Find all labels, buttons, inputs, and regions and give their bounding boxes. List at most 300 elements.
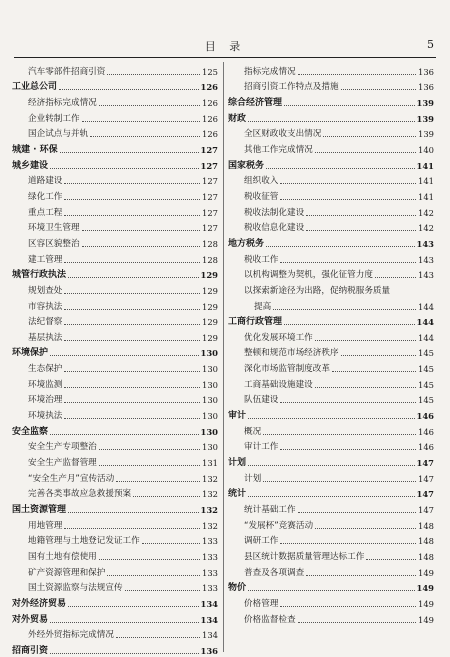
toc-dot-leader: [64, 262, 200, 263]
toc-category-entry: [228, 156, 434, 172]
toc-entry-page: 141: [418, 191, 434, 202]
toc-entry-page: 146: [418, 442, 434, 453]
toc-entry-label: 财政: [228, 113, 247, 124]
toc-entry-page: 139: [418, 129, 434, 140]
toc-dot-leader: [107, 74, 200, 75]
toc-entry: [12, 453, 218, 469]
toc-entry-label: 经济指标完成情况: [28, 97, 97, 108]
toc-entry-label: 环境治理: [28, 395, 63, 406]
toc-entry-page: 132: [202, 473, 218, 484]
header-rule: [14, 57, 436, 58]
toc-entry-label: 以机构调整为契机，强化征管力度: [244, 270, 373, 281]
toc-dot-leader: [284, 105, 415, 106]
toc-entry-label: 价格管理: [244, 598, 279, 609]
toc-dot-leader: [341, 355, 416, 356]
toc-entry-label: 工业总公司: [12, 82, 58, 93]
toc-entry-label: 其他工作完成情况: [244, 144, 313, 155]
toc-entry: [228, 140, 434, 156]
toc-entry-label: 重点工程: [28, 207, 63, 218]
toc-entry-label: 环境执法: [28, 411, 63, 422]
toc-entry-label: “安全生产月”宣传活动: [28, 473, 115, 484]
toc-entry-page: 147: [418, 473, 434, 484]
toc-entry: [228, 469, 434, 485]
toc-entry-page: 130: [202, 379, 218, 390]
toc-entry: [12, 62, 218, 78]
toc-entry-label: 安全生产专项整治: [28, 442, 97, 453]
toc-entry-label: 生态保护: [28, 364, 63, 375]
toc-dot-leader: [64, 199, 200, 200]
toc-dot-leader: [64, 340, 200, 341]
toc-dot-leader: [68, 277, 199, 278]
toc-entry-label: 城建 · 环保: [12, 144, 58, 155]
toc-entry-label: 国有土地有偿使用: [28, 552, 97, 562]
toc-entry: [228, 391, 434, 407]
toc-dot-leader: [280, 449, 416, 450]
toc-entry-label: 深化市场监管制度改革: [244, 364, 330, 375]
toc-entry-page: 136: [418, 66, 434, 77]
toc-entry: [228, 594, 434, 610]
toc-entry: [12, 125, 218, 141]
toc-entry-label: 法纪督察: [28, 317, 63, 328]
toc-dot-leader: [266, 246, 415, 247]
toc-dot-leader: [116, 637, 200, 638]
toc-entry-label: 招商引资: [12, 645, 49, 656]
toc-entry-page: 127: [202, 191, 218, 202]
toc-entry-page: 148: [418, 536, 434, 547]
toc-entry-page: 129: [202, 332, 218, 343]
toc-entry-label: 环境保护: [12, 348, 49, 359]
toc-dot-leader: [375, 277, 416, 278]
toc-entry-label: 组织收入: [244, 176, 279, 187]
toc-entry-page: 129: [202, 285, 218, 296]
toc-dot-leader: [280, 606, 416, 607]
toc-category-entry: [228, 485, 434, 501]
header-page-number: 5: [427, 38, 434, 51]
toc-entry-page: 145: [418, 348, 434, 359]
toc-entry-page: 148: [418, 552, 434, 562]
toc-entry-label: 环境卫生管理: [28, 223, 80, 234]
toc-entry-label: 城乡建设: [12, 160, 49, 171]
toc-entry-page: 127: [202, 176, 218, 187]
toc-entry: [12, 172, 218, 188]
toc-entry-label: 价格监督检查: [244, 614, 296, 625]
toc-entry: [12, 375, 218, 391]
toc-entry: [228, 547, 434, 563]
toc-dot-leader: [60, 152, 199, 153]
toc-dot-leader: [82, 230, 200, 231]
toc-entry-label: 环境监测: [28, 379, 63, 390]
toc-dot-leader: [298, 512, 416, 513]
toc-dot-leader: [315, 387, 416, 388]
toc-entry-page: 132: [200, 505, 218, 516]
toc-dot-leader: [306, 230, 416, 231]
toc-category-entry: [12, 500, 218, 516]
toc-dot-leader: [306, 575, 416, 576]
toc-category-entry: [12, 140, 218, 156]
toc-category-entry: [12, 422, 218, 438]
toc-entry-page: 126: [202, 97, 218, 108]
toc-dot-leader: [248, 590, 415, 591]
toc-entry-label: 调研工作: [244, 536, 279, 547]
toc-dot-leader: [64, 371, 200, 372]
toc-entry: [228, 203, 434, 219]
toc-entry: [12, 219, 218, 235]
toc-entry-page: 144: [416, 317, 434, 328]
toc-category-entry: [12, 266, 218, 282]
toc-entry: [12, 234, 218, 250]
toc-entry: [228, 297, 434, 313]
toc-dot-leader: [64, 183, 200, 184]
toc-entry-label: 用地管理: [28, 520, 63, 531]
toc-entry: [12, 532, 218, 548]
toc-entry-label: 地方税务: [228, 238, 265, 249]
toc-entry-label: 外经外贸指标完成情况: [28, 630, 114, 641]
toc-entry: [12, 93, 218, 109]
toc-entry-page: 127: [200, 160, 218, 171]
toc-dot-leader: [266, 168, 415, 169]
toc-entry-label: 税收信息化建设: [244, 223, 305, 234]
toc-entry-page: 141: [416, 160, 434, 171]
toc-entry-label: 县区统计数据质量管理达标工作: [244, 552, 365, 562]
toc-entry-label: 统计基础工作: [244, 505, 296, 516]
toc-entry: [12, 469, 218, 485]
toc-entry-page: 145: [418, 395, 434, 406]
toc-entry-page: 129: [202, 301, 218, 312]
toc-entry: [12, 626, 218, 642]
toc-category-entry: [228, 313, 434, 329]
toc-entry-label: 统计: [228, 489, 247, 500]
toc-entry-page: 126: [202, 129, 218, 140]
toc-dot-leader: [341, 89, 416, 90]
toc-entry: [12, 438, 218, 454]
toc-entry: [12, 547, 218, 563]
toc-dot-leader: [323, 136, 416, 137]
toc-dot-leader: [298, 622, 416, 623]
toc-entry: [12, 516, 218, 532]
toc-entry-page: 134: [200, 598, 218, 609]
toc-entry-label: 全区财政收支出情况: [244, 129, 322, 140]
toc-entry: [12, 313, 218, 329]
toc-entry-label: 绿化工作: [28, 191, 63, 202]
toc-entry-page: 142: [418, 207, 434, 218]
toc-dot-leader: [64, 418, 200, 419]
toc-entry-label: 国家税务: [228, 160, 265, 171]
toc-entry-label: 企业转制工作: [28, 113, 80, 124]
toc-entry-label: 优化发展环境工作: [244, 332, 313, 343]
toc-entry-page: 130: [202, 395, 218, 406]
toc-entry: [228, 438, 434, 454]
toc-entry-page: 139: [416, 97, 434, 108]
toc-category-entry: [228, 109, 434, 125]
toc-entry-page: 127: [200, 144, 218, 155]
toc-entry-page: 130: [202, 442, 218, 453]
toc-entry-label: 计划: [228, 458, 247, 469]
toc-dot-leader: [64, 293, 200, 294]
toc-entry-page: 128: [202, 254, 218, 265]
toc-entry-label: 基层执法: [28, 332, 63, 343]
toc-entry: [12, 485, 218, 501]
toc-category-entry: [12, 641, 218, 657]
toc-entry-label: 物价: [228, 583, 247, 594]
toc-left-column: [12, 62, 218, 657]
toc-dot-leader: [248, 496, 415, 497]
toc-entry: [12, 406, 218, 422]
toc-category-entry: [12, 78, 218, 94]
toc-entry: [228, 125, 434, 141]
toc-entry-page: 147: [416, 489, 434, 500]
toc-entry-page: 143: [418, 270, 434, 281]
toc-entry: [228, 187, 434, 203]
toc-entry-page: 143: [418, 254, 434, 265]
toc-category-entry: [228, 93, 434, 109]
toc-entry: [12, 359, 218, 375]
toc-entry-label: 矿产资源管理和保护: [28, 567, 106, 578]
toc-dot-leader: [99, 465, 200, 466]
toc-dot-leader: [263, 434, 416, 435]
toc-entry-page: 136: [418, 82, 434, 93]
toc-entry: [12, 281, 218, 297]
toc-category-entry: [228, 234, 434, 250]
toc-entry-label: 城管行政执法: [12, 270, 67, 281]
toc-entry-label: 税收征管: [244, 191, 279, 202]
toc-category-entry: [12, 610, 218, 626]
toc-dot-leader: [50, 653, 199, 654]
toc-entry-label: 规划查处: [28, 285, 63, 296]
toc-entry-page: 149: [416, 583, 434, 594]
toc-entry-label: 计划: [244, 473, 262, 484]
toc-entry: [12, 391, 218, 407]
toc-entry: [228, 563, 434, 579]
toc-entry-page: 130: [200, 426, 218, 437]
toc-entry-page: 132: [202, 489, 218, 500]
toc-entry-page: 146: [418, 426, 434, 437]
toc-dot-leader: [263, 481, 416, 482]
toc-entry-label: “发展杯”竞赛活动: [244, 520, 314, 531]
toc-entry: [228, 516, 434, 532]
toc-entry: [12, 579, 218, 595]
column-divider: [223, 62, 224, 652]
toc-entry-label: 工商基础设施建设: [244, 379, 313, 390]
toc-entry-label: 工商行政管理: [228, 317, 283, 328]
header-title: 目 录: [204, 40, 246, 53]
toc-entry-page: 149: [418, 567, 434, 578]
toc-dot-leader: [99, 449, 200, 450]
toc-entry: [12, 297, 218, 313]
toc-entry-page: 144: [418, 332, 434, 343]
toc-dot-leader: [64, 387, 200, 388]
toc-entry-page: 148: [418, 520, 434, 531]
toc-right-column: [228, 62, 434, 626]
toc-dot-leader: [82, 121, 200, 122]
toc-entry-label: 国土资源管理: [12, 505, 67, 516]
toc-entry-page: 127: [202, 223, 218, 234]
toc-entry-page: 130: [202, 364, 218, 375]
toc-entry-page: 134: [202, 630, 218, 641]
toc-entry-label: 以探索新途径为出路，促纳税服务质量: [244, 285, 391, 296]
toc-entry: [228, 422, 434, 438]
toc-entry-page: 143: [416, 238, 434, 249]
toc-entry: [228, 78, 434, 94]
toc-entry-page: 146: [416, 411, 434, 422]
toc-entry-label: 提高: [254, 301, 272, 312]
toc-entry: [228, 359, 434, 375]
toc-dot-leader: [68, 512, 199, 513]
toc-entry-label: 税收工作: [244, 254, 279, 265]
toc-dot-leader: [64, 324, 200, 325]
toc-entry-label: 汽车零部件招商引资: [28, 66, 106, 77]
toc-dot-leader: [248, 465, 415, 466]
toc-entry-page: 132: [202, 520, 218, 531]
toc-entry: [12, 187, 218, 203]
toc-entry-label: 综合经济管理: [228, 97, 283, 108]
toc-dot-leader: [50, 434, 199, 435]
toc-entry-page: 129: [200, 270, 218, 281]
toc-entry-label: 市容执法: [28, 301, 63, 312]
toc-entry-page: 133: [202, 583, 218, 594]
toc-category-entry: [228, 453, 434, 469]
toc-dot-leader: [248, 418, 415, 419]
toc-category-entry: [12, 156, 218, 172]
toc-entry: [228, 610, 434, 626]
toc-dot-leader: [332, 371, 416, 372]
toc-entry-label: 地籍管理与土地登记发证工作: [28, 536, 140, 547]
toc-entry-label: 普查及各项调查: [244, 567, 305, 578]
toc-entry: [12, 109, 218, 125]
toc-dot-leader: [280, 262, 416, 263]
toc-entry-page: 126: [200, 82, 218, 93]
toc-entry-page: 133: [202, 536, 218, 547]
toc-entry: [228, 250, 434, 266]
toc-entry-page: 133: [202, 567, 218, 578]
toc-dot-leader: [64, 215, 200, 216]
toc-entry-label: 审计工作: [244, 442, 279, 453]
toc-dot-leader: [50, 355, 199, 356]
toc-category-entry: [228, 406, 434, 422]
toc-entry-page: 133: [202, 552, 218, 562]
toc-entry-page: 139: [416, 113, 434, 124]
toc-dot-leader: [248, 121, 415, 122]
toc-category-entry: [12, 344, 218, 360]
toc-category-entry: [12, 594, 218, 610]
toc-dot-leader: [99, 105, 200, 106]
toc-dot-leader: [64, 309, 200, 310]
toc-dot-leader: [125, 590, 200, 591]
toc-entry-page: 149: [418, 614, 434, 625]
page-header: [14, 38, 436, 56]
toc-entry-page: 141: [418, 176, 434, 187]
toc-entry-page: 145: [418, 364, 434, 375]
toc-dot-leader: [284, 324, 415, 325]
toc-entry-label: 招商引资工作特点及措施: [244, 82, 339, 93]
toc-entry-label: 对外经济贸易: [12, 598, 67, 609]
toc-entry: [228, 266, 434, 282]
toc-dot-leader: [64, 528, 200, 529]
toc-entry-label: 整顿和规范市场经济秩序: [244, 348, 339, 359]
toc-entry-label: 税收法制化建设: [244, 207, 305, 218]
toc-entry-label: 建工管理: [28, 254, 63, 265]
toc-dot-leader: [366, 559, 416, 560]
toc-entry: [12, 328, 218, 344]
toc-entry-page: 136: [200, 645, 218, 656]
toc-entry-label: 安全监察: [12, 426, 49, 437]
toc-dot-leader: [50, 168, 199, 169]
toc-entry-page: 147: [416, 458, 434, 469]
toc-dot-leader: [68, 606, 199, 607]
toc-entry-label: 队伍建设: [244, 395, 279, 406]
toc-dot-leader: [280, 402, 416, 403]
toc-dot-leader: [315, 340, 416, 341]
toc-dot-leader: [142, 543, 200, 544]
toc-entry-label: 概况: [244, 426, 262, 437]
toc-dot-leader: [306, 215, 416, 216]
toc-entry-page: 149: [418, 598, 434, 609]
toc-dot-leader: [90, 136, 200, 137]
toc-entry-label: 安全生产监督管理: [28, 458, 97, 469]
toc-entry-page: 134: [200, 614, 218, 625]
toc-entry: [228, 219, 434, 235]
toc-entry: [228, 62, 434, 78]
toc-entry-page: 127: [202, 207, 218, 218]
toc-dot-leader: [280, 183, 416, 184]
toc-entry-label: 国企试点与并轨: [28, 129, 89, 140]
toc-entry: [12, 250, 218, 266]
toc-entry: [228, 172, 434, 188]
toc-entry-label: 指标完成情况: [244, 66, 296, 77]
toc-entry: [12, 203, 218, 219]
toc-entry-label: 区容区貌整治: [28, 238, 80, 249]
toc-entry-label: 审计: [228, 411, 247, 422]
toc-entry: [228, 500, 434, 516]
toc-dot-leader: [280, 543, 416, 544]
toc-dot-leader: [99, 559, 200, 560]
toc-entry-page: 140: [418, 144, 434, 155]
toc-entry-page: 130: [202, 411, 218, 422]
toc-entry: [228, 281, 434, 297]
toc-entry-page: 131: [202, 458, 218, 469]
toc-entry-page: 145: [418, 379, 434, 390]
toc-entry-label: 道路建设: [28, 176, 63, 187]
toc-entry-page: 147: [418, 505, 434, 516]
toc-dot-leader: [298, 74, 416, 75]
toc-entry-page: 126: [202, 113, 218, 124]
toc-entry-page: 130: [200, 348, 218, 359]
toc-dot-leader: [280, 199, 416, 200]
toc-entry-page: 128: [202, 238, 218, 249]
toc-entry-label: 完善各类事故应急救援预案: [28, 489, 132, 500]
toc-dot-leader: [50, 622, 199, 623]
toc-dot-leader: [64, 402, 200, 403]
toc-entry-page: 125: [202, 66, 218, 77]
toc-entry-page: 142: [418, 223, 434, 234]
toc-entry: [228, 344, 434, 360]
toc-dot-leader: [315, 152, 416, 153]
toc-dot-leader: [107, 575, 200, 576]
toc-entry: [228, 375, 434, 391]
toc-dot-leader: [133, 496, 200, 497]
toc-entry-label: 国土资源监察与法规宣传: [28, 583, 123, 594]
toc-dot-leader: [59, 89, 199, 90]
toc-entry-page: 144: [418, 301, 434, 312]
toc-entry: [228, 532, 434, 548]
toc-entry-page: 129: [202, 317, 218, 328]
toc-entry: [12, 563, 218, 579]
toc-dot-leader: [273, 309, 416, 310]
toc-dot-leader: [82, 246, 200, 247]
toc-dot-leader: [116, 481, 200, 482]
toc-dot-leader: [315, 528, 416, 529]
toc-entry-label: 对外贸易: [12, 614, 49, 625]
toc-category-entry: [228, 579, 434, 595]
